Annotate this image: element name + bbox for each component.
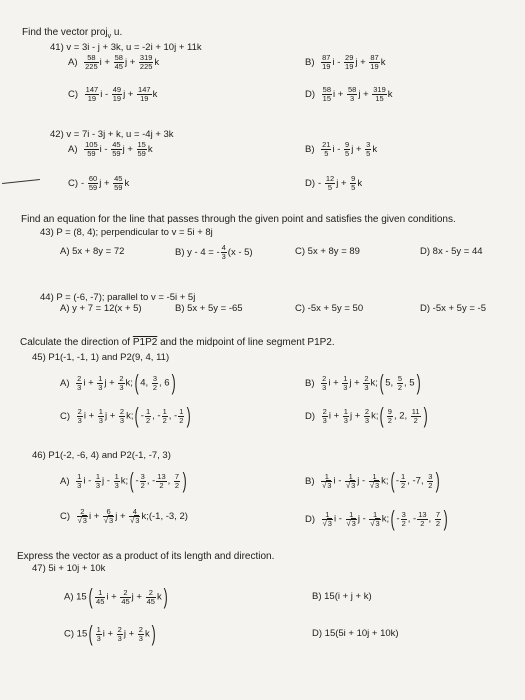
q44-option-c[interactable]: C) -5x + 5y = 50 xyxy=(295,303,364,314)
q45-option-b[interactable]: B) $\frac{2}{3}$ i + $\frac{1}{3}$ j + $\frac{2}{3}$ k;( 5, $\frac{5}{2}$ , 5) xyxy=(305,370,421,395)
q43-option-a[interactable]: A) 5x + 8y = 72 xyxy=(60,246,125,257)
q45-option-c[interactable]: C) $\frac{2}{3}$ i + $\frac{1}{3}$ j + $\frac{2}{3}$ k;( - $\frac{1}{2}$ , - $\frac{1}{2}$ , - $\frac{1}{2}$ ) xyxy=(60,403,192,428)
q46-option-c[interactable]: C) 2 √ 3 i + 6 √ 3 j + 4 √ 3 k;(-1, -3, 2) xyxy=(60,508,188,525)
section-title-projection: Find the vector proj$_v$ u. xyxy=(22,27,123,40)
q41-option-b[interactable]: B) $\frac{87}{19}$ i - $\frac{29}{19}$ j + $\frac{87}{19}$ k xyxy=(305,53,386,71)
q46-option-b[interactable]: B) 1 √ 3 i - 1 √ 3 j - 1 √ 3 k;( - $\frac{1}{2}$ , -7, $\frac{3}{2}$ ) xyxy=(305,470,442,492)
q45-option-a[interactable]: A) $\frac{2}{3}$ i + $\frac{1}{3}$ j + $\frac{2}{3}$ k;( 4, $\frac{3}{2}$ , 6) xyxy=(60,370,176,395)
section-instruction-direction: Calculate the direction of P1P2 and the midpoint of line segment P1P2. xyxy=(20,337,335,348)
q42-option-d[interactable]: D) - $\frac{12}{5}$ j + $\frac{9}{5}$ k xyxy=(305,174,363,192)
q41-option-a[interactable]: A) $\frac{58}{225}$ i + $\frac{58}{45}$ j + $\frac{319}{225}$ k xyxy=(68,53,160,71)
q42-option-b[interactable]: B) $\frac{21}{5}$ i - $\frac{9}{5}$ j + $\frac{3}{5}$ k xyxy=(305,140,378,158)
q46-option-d[interactable]: D) 1 √ 3 i - 1 √ 3 j - 1 √ 3 k;( - $\frac{3}{2}$ , - $\frac{13}{2}$ , $\frac{7}{2}$ ) xyxy=(305,508,449,530)
q45-option-d[interactable]: D) $\frac{2}{3}$ i + $\frac{1}{3}$ j + $\frac{2}{3}$ k;( $\frac{9}{2}$ , 2, $\frac{11}{2}$ ) xyxy=(305,403,428,428)
section-instruction-line: Find an equation for the line that passes through the given point and satisfies the given conditions. xyxy=(21,214,456,225)
q43-option-c[interactable]: C) 5x + 8y = 89 xyxy=(295,246,360,257)
q44-stem: 44) P = (-6, -7); parallel to v = -5i + 5j xyxy=(40,292,196,303)
q47-stem: 47) 5i + 10j + 10k xyxy=(32,563,106,574)
q43-option-d[interactable]: D) 8x - 5y = 44 xyxy=(420,246,483,257)
q45-stem: 45) P1(-1, -1, 1) and P2(9, 4, 11) xyxy=(32,352,170,363)
q44-option-d[interactable]: D) -5x + 5y = -5 xyxy=(420,303,486,314)
q47-option-c[interactable]: C) 15( $\frac{1}{3}$ i + $\frac{2}{3}$ j + $\frac{2}{3}$ k) xyxy=(64,621,156,646)
q44-option-a[interactable]: A) y + 7 = 12(x + 5) xyxy=(60,303,142,314)
q47-option-a[interactable]: A) 15( $\frac{1}{45}$ i + $\frac{2}{45}$ j + $\frac{2}{45}$ k) xyxy=(64,584,168,609)
section-instruction-product: Express the vector as a product of its length and direction. xyxy=(17,551,275,562)
q47-option-b[interactable]: B) 15(i + j + k) xyxy=(312,591,372,602)
q42-stem: 42) v = 7i - 3j + k, u = -4j + 3k xyxy=(50,129,174,140)
q43-option-b[interactable]: B) y - 4 = - $\frac{4}{3}$ (x - 5) xyxy=(175,243,253,261)
pen-mark xyxy=(2,179,40,184)
q41-option-d[interactable]: D) $\frac{58}{15}$ i + $\frac{58}{3}$ j + $\frac{319}{15}$ k xyxy=(305,85,393,103)
q41-stem: 41) v = 3i - j + 3k, u = -2i + 10j + 11k xyxy=(50,42,202,53)
q42-option-c[interactable]: C) - $\frac{60}{59}$ j + $\frac{45}{59}$ k xyxy=(68,174,130,192)
q47-option-d[interactable]: D) 15(5i + 10j + 10k) xyxy=(312,628,399,639)
q41-option-c[interactable]: C) $\frac{147}{19}$ i - $\frac{49}{19}$ j + $\frac{147}{19}$ k xyxy=(68,85,158,103)
q44-option-b[interactable]: B) 5x + 5y = -65 xyxy=(175,303,243,314)
q46-option-a[interactable]: A) $\frac{1}{3}$ i - $\frac{1}{3}$ j - $\frac{1}{3}$ k;( - $\frac{3}{2}$ , - $\frac{13}{2}$ , $\frac{7}{2}$ ) xyxy=(60,468,187,493)
q42-option-a[interactable]: A) $\frac{105}{59}$ i - $\frac{45}{59}$ j + $\frac{15}{59}$ k xyxy=(68,140,153,158)
q43-stem: 43) P = (8, 4); perpendicular to v = 5i + 8j xyxy=(40,227,213,238)
q46-stem: 46) P1(-2, -6, 4) and P2(-1, -7, 3) xyxy=(32,450,171,461)
